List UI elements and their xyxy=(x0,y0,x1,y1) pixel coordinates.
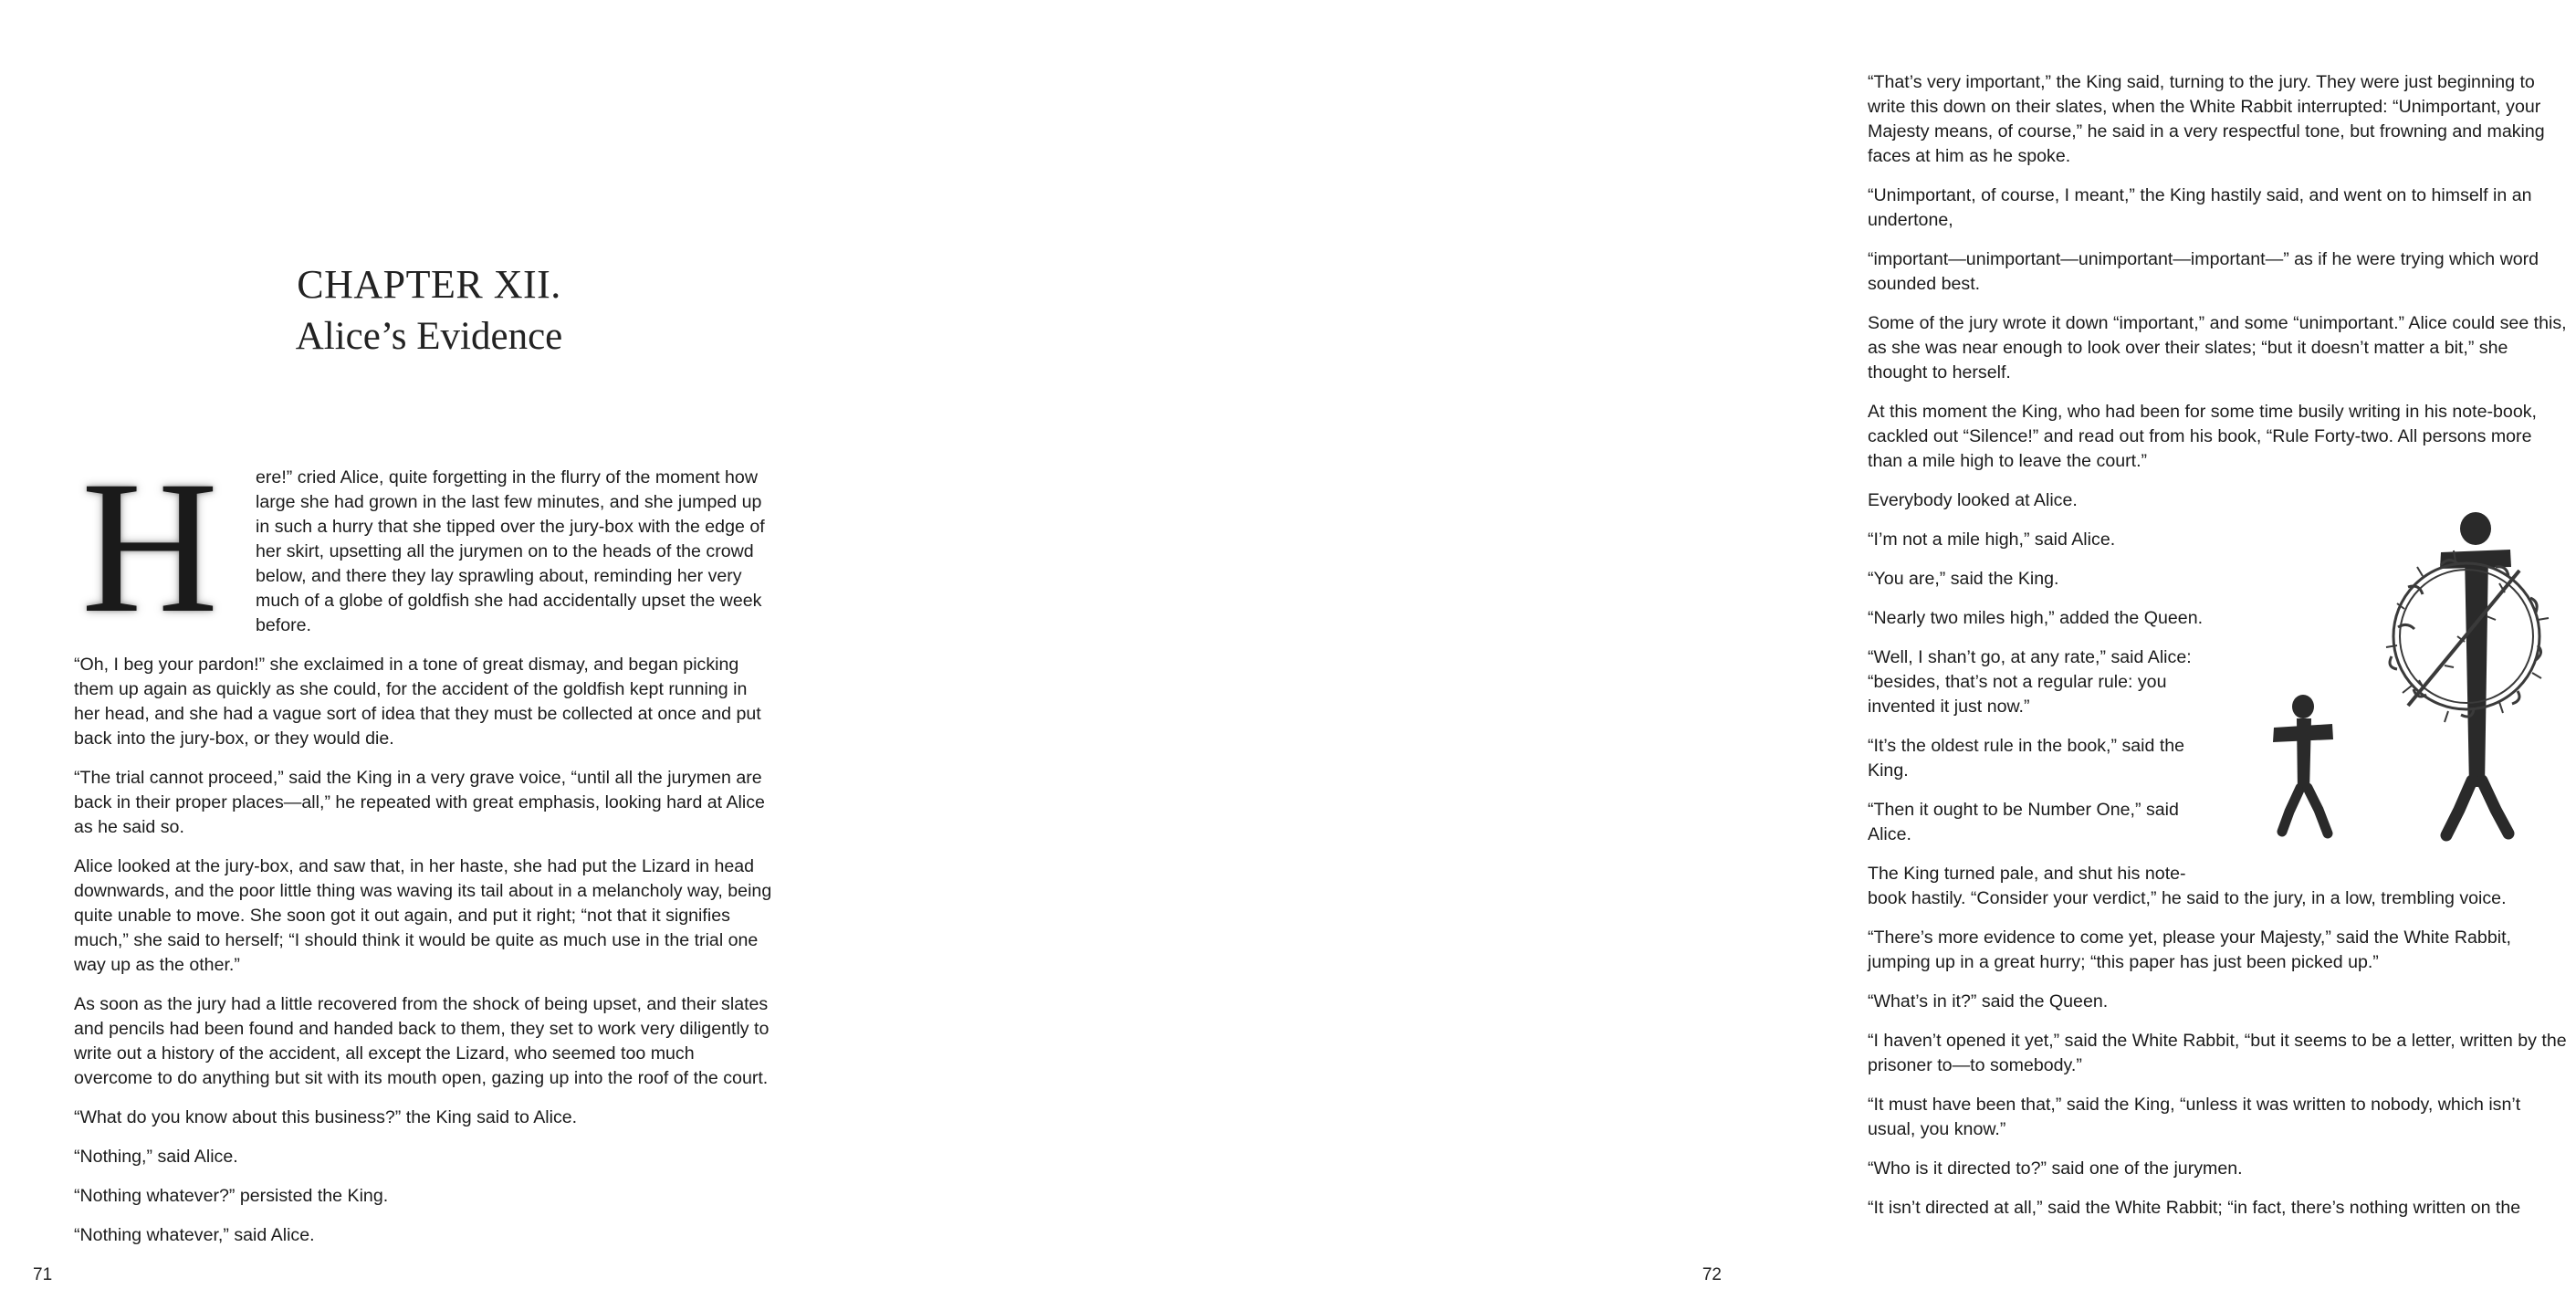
paragraph: “Nothing whatever,” said Alice. xyxy=(74,1225,315,1245)
paragraph: “There’s more evidence to come yet, please your Majesty,” said the White Rabbit, jumping up in a great hurry; “this paper has just been picked up.” xyxy=(1868,927,2511,972)
drop-cap: H xyxy=(81,442,219,652)
left-body-text xyxy=(74,442,775,1263)
chapter-heading xyxy=(146,258,712,362)
paragraph: “Unimportant, of course, I meant,” the King hastily said, and went on to himself in an undertone, xyxy=(1868,185,2532,230)
page-number-left: 71 xyxy=(33,1265,53,1284)
paragraph: “Oh, I beg your pardon!” she exclaimed in a tone of great dismay, and began picking them up again as quickly as she could, for the accident of the goldfish kept running in her head, and she had a vague sort of idea that they must be collected at once and put back into the jury-box, or they would die. xyxy=(74,655,761,749)
paragraph: The King turned pale, and shut his note-book hastily. “Consider your verdict,” he said to the jury, in a low, trembling voice. xyxy=(1868,864,2507,908)
paragraph: “That’s very important,” the King said, turning to the jury. They were just beginning to write this down on their slates, when the White Rabbit interrupted: “Unimportant, your Majesty means, of course,” he said in a very respectful tone, but frowning and making faces at him as he spoke. xyxy=(1868,72,2545,166)
drop-cap-box xyxy=(74,442,247,652)
paragraph: “Well, I shan’t go, at any rate,” said Alice: “besides, that’s not a regular rule: you invented it just now.” xyxy=(1868,647,2192,717)
paragraph: As soon as the jury had a little recovered from the shock of being upset, and their slates and pencils had been found and handed back to them, they set to work very diligently to write out a history of the accident, all except the Lizard, who seemed too much overcome to do anything but sit with its mouth open, gazing up into the roof of the court. xyxy=(74,994,770,1088)
chapter-number: CHAPTER XII. xyxy=(297,262,561,307)
illustration xyxy=(2229,499,2576,871)
paragraph: “Nearly two miles high,” added the Queen. xyxy=(1868,608,2204,628)
right-body-text xyxy=(1868,70,2571,1235)
paragraph: “Nothing whatever?” persisted the King. xyxy=(74,1186,389,1206)
right-page xyxy=(876,0,2567,1310)
paragraph: ere!” cried Alice, quite forgetting in the flurry of the moment how large she had grown in the last few minutes, and she jumped up in such a hurry that she tipped over the jury-box with the edge of her skirt, upsetting all the jurymen on to the heads of the crowd below, and there they lay sprawling about, reminding her very much of a globe of goldfish she had accidentally upset the week before. xyxy=(256,467,765,635)
paragraph: “What do you know about this business?” the King said to Alice. xyxy=(74,1107,578,1127)
paragraph: At this moment the King, who had been for some time busily writing in his note-book, cackled out “Silence!” and read out from his book, “Rule Forty-two. All persons more than a mile high to leave the court.” xyxy=(1868,402,2537,471)
paragraph: “It isn’t directed at all,” said the White Rabbit; “in fact, there’s nothing written on the xyxy=(1868,1198,2521,1218)
paragraph: “Nothing,” said Alice. xyxy=(74,1147,238,1167)
stick-figures-with-thorn-wreath-icon xyxy=(2229,499,2576,871)
left-page xyxy=(0,0,876,1310)
paragraph: Alice looked at the jury-box, and saw that, in her haste, she had put the Lizard in head downwards, and the poor little thing was waving its tail about in a melancholy way, being quite unable to move. She soon got it out again, and put it right; “not that it signifies much,” she said to herself; “I should think it would be quite as much use in the trial one way up as the other.” xyxy=(74,856,772,975)
paragraph: “The trial cannot proceed,” said the King in a very grave voice, “until all the jurymen are back in their proper places—all,” he repeated with great emphasis, looking hard at Alice as he said so. xyxy=(74,768,765,837)
paragraph: “Who is it directed to?” said one of the jurymen. xyxy=(1868,1158,2243,1179)
paragraph: Everybody looked at Alice. xyxy=(1868,490,2078,510)
paragraph: Some of the jury wrote it down “important,” and some “unimportant.” Alice could see this, as she was near enough to look over their slates; “but it doesn’t matter a bit,” she thought to herself. xyxy=(1868,313,2567,383)
paragraph: “I’m not a mile high,” said Alice. xyxy=(1868,529,2116,550)
paragraph: “It’s the oldest rule in the book,” said the King. xyxy=(1868,736,2185,781)
paragraph: “important—unimportant—unimportant—important—” as if he were trying which word sounded best. xyxy=(1868,249,2539,294)
paragraph: “You are,” said the King. xyxy=(1868,569,2059,589)
paragraph: “What’s in it?” said the Queen. xyxy=(1868,991,2109,1011)
chapter-title: Alice’s Evidence xyxy=(295,315,563,358)
paragraph: “I haven’t opened it yet,” said the White Rabbit, “but it seems to be a letter, written by the prisoner to—to somebody.” xyxy=(1868,1031,2567,1075)
page-number-right: 72 xyxy=(1702,1265,1722,1284)
paragraph: “Then it ought to be Number One,” said Alice. xyxy=(1868,800,2179,844)
paragraph: “It must have been that,” said the King, “unless it was written to nobody, which isn’t usual, you know.” xyxy=(1868,1095,2521,1139)
